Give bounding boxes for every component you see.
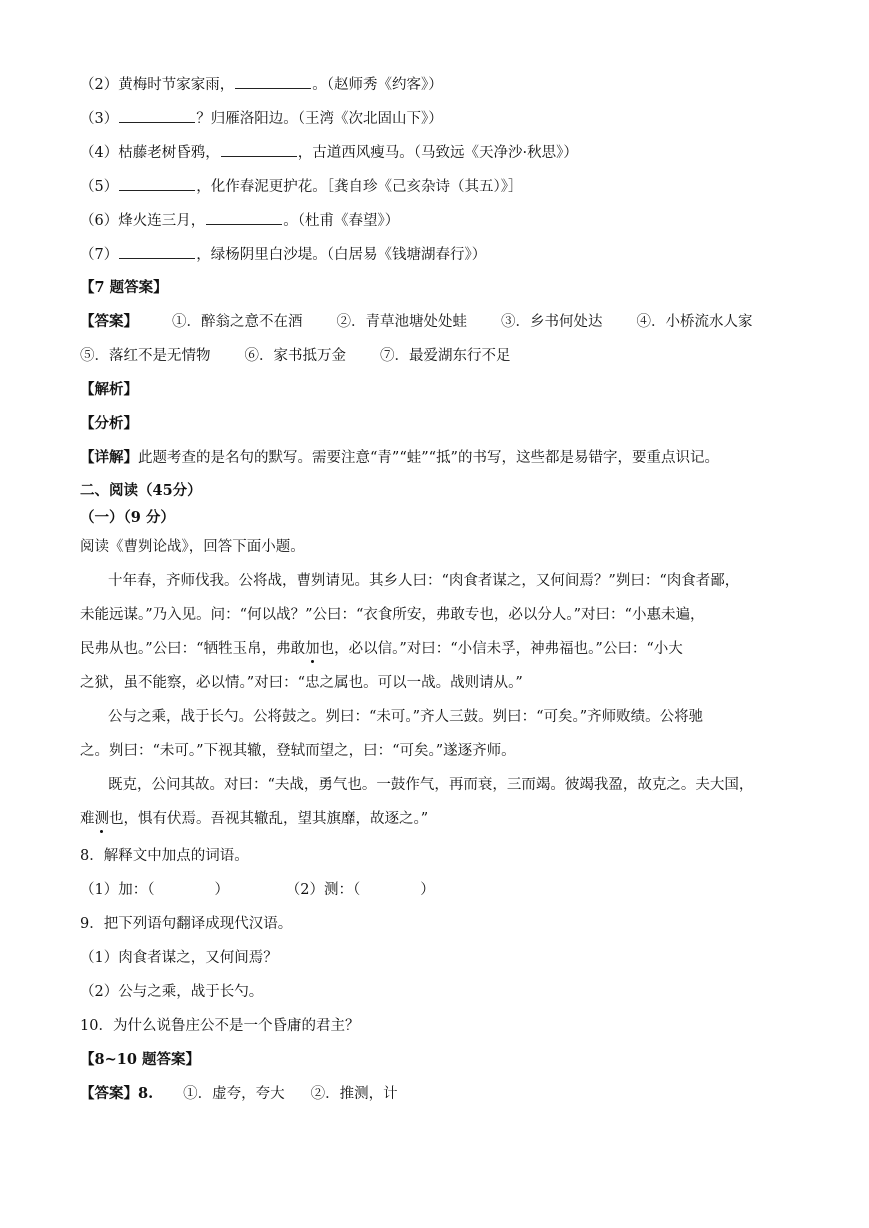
answer-blank[interactable] bbox=[221, 142, 297, 157]
answer-blank[interactable] bbox=[235, 74, 311, 89]
reading-intro: 阅读《曹刿论战》，回答下面小题。 bbox=[80, 539, 305, 555]
fill-blank-6: （6）烽火连三月， 。（杜甫《春望》） bbox=[80, 210, 399, 231]
q7-answer-title: 【7 题答案】 bbox=[80, 279, 168, 296]
fill-blank-2: （2）黄梅时节家家雨， 。（赵师秀《约客》） bbox=[80, 74, 443, 95]
question-9-sub2: （2）公与之乘，战于长勺。 bbox=[80, 984, 264, 1000]
passage-line: 十年春，齐师伐我。公将战，曹刿请见。其乡人曰：“肉食者谋之，又何间焉？”刿曰：“肉食者鄙， bbox=[108, 573, 740, 589]
answer-blank[interactable] bbox=[119, 108, 195, 123]
question-8: 8．解释文中加点的词语。 bbox=[80, 848, 249, 864]
q8-answers: 【答案】8. ①．虚夸，夸大 ②．推测，计 bbox=[80, 1085, 398, 1102]
q7-answers-line2: ⑤．落红不是无情物 ⑥．家书抵万金 ⑦．最爱湖东行不足 bbox=[80, 348, 511, 364]
question-9-sub1: （1）肉食者谋之，又何间焉？ bbox=[80, 950, 278, 966]
section2-title: 二、阅读（45分） bbox=[80, 482, 202, 499]
jiexi-label: 【解析】 bbox=[80, 381, 138, 398]
dotted-word-jia: 加 bbox=[305, 641, 320, 657]
passage-line: 既克，公问其故。对曰：“夫战，勇气也。一鼓作气，再而衰，三而竭。彼竭我盈，故克之。夫大国， bbox=[108, 777, 754, 793]
answer-blank[interactable] bbox=[119, 244, 195, 259]
passage-line: 公与之乘，战于长勺。公将鼓之。刿曰：“未可。”齐人三鼓。刿曰：“可矣。”齐师败绩。公将驰 bbox=[108, 709, 704, 725]
q7-answers-line1: 【答案】 ①．醉翁之意不在酒 ②．青草池塘处处蛙 ③．乡书何处达 ④．小桥流水人家 bbox=[80, 313, 753, 330]
passage-line: 难测也，惧有伏焉。吾视其辙乱，望其旗靡，故逐之。” bbox=[80, 811, 429, 827]
passage-line: 之狱，虽不能察，必以情。”对曰：“忠之属也。可以一战。战则请从。” bbox=[80, 675, 523, 691]
xiangjie: 【详解】此题考查的是名句的默写。需要注意“青”“蛙”“抵”的书写，这些都是易错字，要重点识记。 bbox=[80, 449, 719, 466]
fill-blank-5: （5） ，化作春泥更护花。［龚自珍《己亥杂诗（其五）》］ bbox=[80, 176, 522, 197]
passage-line: 未能远谋。”乃入见。问：“何以战？”公曰：“衣食所安，弗敢专也，必以分人。”对曰：“小惠未遍， bbox=[80, 607, 705, 623]
fill-blank-7: （7） ，绿杨阴里白沙堤。（白居易《钱塘湖春行》） bbox=[80, 244, 486, 265]
question-10: 10．为什么说鲁庄公不是一个昏庸的君主？ bbox=[80, 1018, 360, 1034]
passage-line: 之。刿曰：“未可。”下视其辙，登轼而望之，曰：“可矣。”遂逐齐师。 bbox=[80, 743, 516, 759]
answer-blank[interactable] bbox=[119, 176, 195, 191]
fill-blank-4: （4）枯藤老树昏鸦， ，古道西风瘦马。（马致远《天净沙·秋思》） bbox=[80, 142, 578, 163]
fenxi-label: 【分析】 bbox=[80, 415, 138, 432]
answer-blank[interactable] bbox=[206, 210, 282, 225]
q8-10-answer-title: 【8~10 题答案】 bbox=[80, 1051, 200, 1068]
question-9: 9．把下列语句翻译成现代汉语。 bbox=[80, 916, 293, 932]
subsection1-title: （一）（9 分） bbox=[80, 509, 175, 526]
fill-blank-3: （3） ？归雁洛阳边。（王湾《次北固山下》） bbox=[80, 108, 443, 129]
question-8-subitems: （1）加：（ ） （2）测：（ ） bbox=[80, 882, 435, 898]
passage-line: 民弗从也。”公曰：“牺牲玉帛，弗敢加也，必以信。”对曰：“小信未孚，神弗福也。”公曰：“小大 bbox=[80, 641, 683, 657]
dotted-word-ce: 测 bbox=[94, 811, 109, 827]
